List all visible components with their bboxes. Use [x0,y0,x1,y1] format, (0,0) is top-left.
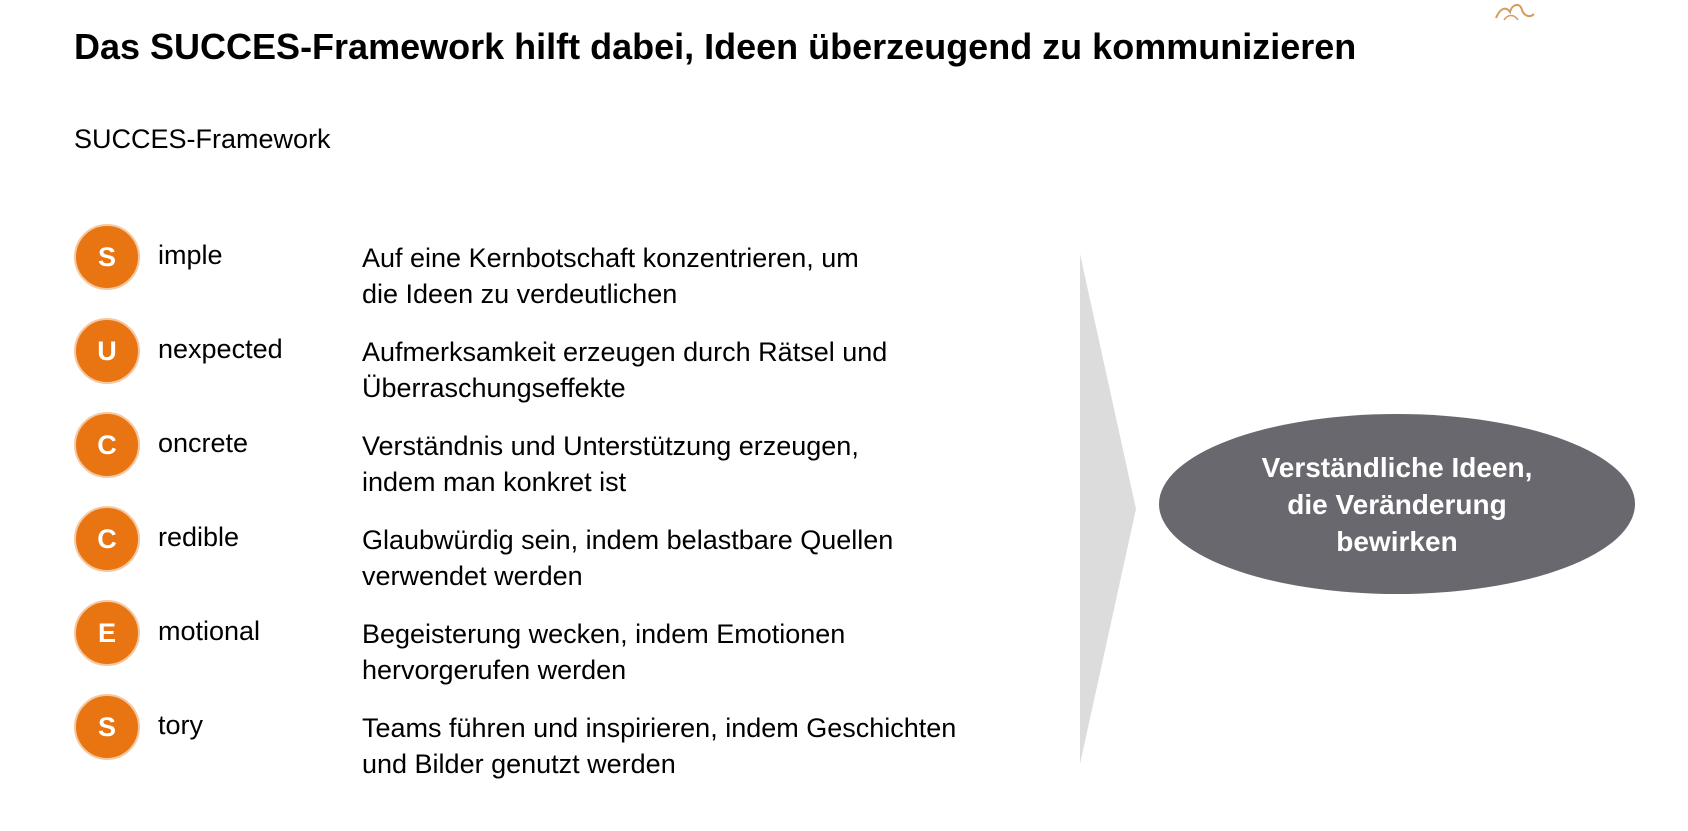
description-line: und Bilder genutzt werden [362,749,676,779]
outcome-line: bewirken [1336,525,1458,557]
framework-row-story [74,694,1074,788]
framework-row-unexpected [74,318,1074,412]
description-line: die Ideen zu verdeutlichen [362,279,678,309]
letter-badge-c: C [74,412,140,478]
letter-badge-s: S [74,224,140,290]
description-story [362,710,1082,782]
letter-badge-u: U [74,318,140,384]
word-rest-concrete: oncrete [158,428,249,458]
framework-row-simple [74,224,1074,318]
description-credible [362,522,1082,594]
framework-row-credible [74,506,1074,600]
description-line: indem man konkret ist [362,467,627,497]
description-line: Aufmerksamkeit erzeugen durch Rätsel und [362,337,888,367]
chevron-arrow-icon [1080,254,1140,764]
logo-icon [1490,0,1538,22]
framework-row-concrete [74,412,1074,506]
word-rest-simple: imple [158,240,223,270]
description-unexpected [362,334,1082,406]
description-line: Begeisterung wecken, indem Emotionen [362,619,846,649]
description-simple [362,240,1082,312]
page-title: Das SUCCES-Framework hilft dabei, Ideen überzeugend zu kommunizieren [74,26,1357,67]
description-line: Überraschungseffekte [362,373,626,403]
description-line: Auf eine Kernbotschaft konzentrieren, um [362,243,859,273]
word-rest-unexpected: nexpected [158,334,283,364]
word-rest-credible: redible [158,522,240,552]
framework-subtitle: SUCCES-Framework [74,124,331,154]
description-concrete [362,428,1082,500]
description-line: verwendet werden [362,561,583,591]
outcome-line: Verständliche Ideen, [1261,451,1533,483]
letter-badge-e: E [74,600,140,666]
description-line: hervorgerufen werden [362,655,627,685]
framework-row-emotional [74,600,1074,694]
outcome-line: die Veränderung [1287,488,1507,520]
word-rest-story: tory [158,710,204,740]
description-emotional [362,616,1082,688]
outcome-ellipse [1159,414,1635,594]
description-line: Teams führen und inspirieren, indem Geschichten [362,713,957,743]
letter-badge-c: C [74,506,140,572]
letter-badge-s: S [74,694,140,760]
description-line: Verständnis und Unterstützung erzeugen, [362,431,859,461]
description-line: Glaubwürdig sein, indem belastbare Quellen [362,525,894,555]
word-rest-emotional: motional [158,616,261,646]
